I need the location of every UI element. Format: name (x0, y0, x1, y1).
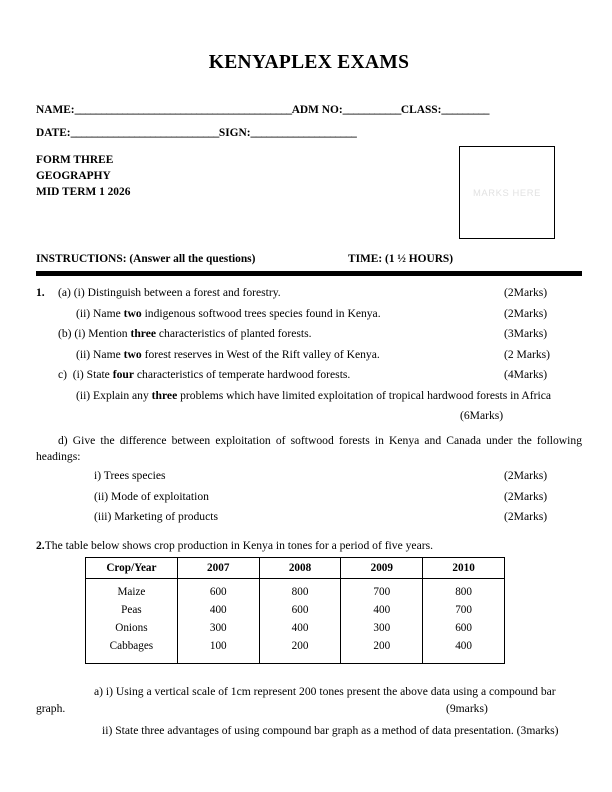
column-header-2010: 2010 (423, 557, 505, 578)
class-label: CLASS: (400, 104, 442, 116)
time-allowed: TIME: (1 ½ HOURS) (348, 253, 454, 266)
cell-2010: 800 (423, 578, 505, 601)
q1d-iii-marks: (2Marks) (504, 510, 548, 524)
date-field[interactable]: ____________________________ (70, 127, 219, 140)
sign-field[interactable]: ____________________ (250, 127, 357, 140)
column-header-crop: Crop/Year (86, 557, 178, 578)
adm-field[interactable]: ___________ (342, 104, 401, 116)
q2a-i-row (36, 701, 582, 719)
q1d-text: d) Give the difference between exploitation of softwood forests in Kenya and Canada under the following headings: (36, 433, 582, 464)
question-2-number: 2. (36, 538, 45, 552)
q1a-ii-marks: (2Marks) (504, 306, 548, 320)
cell-2008: 600 (259, 601, 341, 619)
question-row (36, 328, 582, 349)
question-row (36, 308, 582, 329)
question-row (36, 349, 582, 370)
term: MID TERM 1 2026 (36, 185, 131, 198)
cell-2008: 200 (259, 637, 341, 664)
name-label: NAME: (36, 104, 75, 116)
q1a-i-marks: (2Marks) (504, 286, 548, 300)
column-header-2009: 2009 (341, 557, 423, 578)
question-row (36, 470, 582, 491)
q2a-i-continuation: graph. (36, 701, 66, 715)
cell-2007: 300 (177, 619, 259, 637)
cell-crop: Peas (86, 601, 178, 619)
class-field[interactable]: _________ (441, 104, 490, 116)
header-divider (36, 271, 582, 276)
q1d-ii-marks: (2Marks) (504, 489, 548, 503)
question-row (36, 287, 582, 308)
cell-2010: 700 (423, 601, 505, 619)
q1b-ii-marks: (2 Marks) (504, 347, 551, 361)
table-header-row (86, 557, 505, 578)
q1b-i-marks: (3Marks) (504, 327, 548, 341)
marks-box-label: MARKS HERE (473, 186, 541, 198)
cell-crop: Onions (86, 619, 178, 637)
question-2-intro (36, 539, 582, 552)
name-line (36, 103, 582, 117)
question-row (36, 390, 582, 411)
table-row (86, 601, 505, 619)
identity-block (36, 103, 582, 141)
cell-2007: 100 (177, 637, 259, 664)
instructions-label: INSTRUCTIONS: (Answer all the questions) (36, 253, 256, 266)
adm-label: ADM NO: (291, 104, 343, 116)
q1a-i-text: (a) (i) Distinguish between a forest and forestry. (58, 286, 281, 300)
cell-crop: Maize (86, 578, 178, 601)
form-level: FORM THREE (36, 153, 114, 166)
q1c-ii-text: (ii) Explain any three problems which have limited exploitation of tropical hardwood forests in Africa (76, 388, 552, 402)
date-label: DATE: (36, 127, 71, 140)
cell-2008: 400 (259, 619, 341, 637)
cell-2010: 600 (423, 619, 505, 637)
question-row (36, 491, 582, 512)
cell-crop: Cabbages (86, 637, 178, 664)
q1c-i-marks: (4Marks) (504, 368, 548, 382)
question-row (36, 410, 582, 431)
cell-2009: 200 (341, 637, 423, 664)
column-header-2008: 2008 (259, 557, 341, 578)
cell-2010: 400 (423, 637, 505, 664)
cell-2008: 800 (259, 578, 341, 601)
table-row (86, 578, 505, 601)
q1d-ii-text: (ii) Mode of exploitation (94, 489, 209, 503)
cell-2009: 400 (341, 601, 423, 619)
question-1 (36, 287, 582, 532)
crop-production-table-wrap (85, 557, 582, 664)
subject: GEOGRAPHY (36, 169, 111, 182)
table-row (86, 619, 505, 637)
instructions-row (36, 253, 582, 268)
table-row (86, 637, 505, 664)
q2a-i-text: a) i) Using a vertical scale of 1cm represent 200 tones present the above data using a compound bar (94, 684, 556, 698)
sign-label: SIGN: (218, 127, 251, 140)
question-2-intro-text: The table below shows crop production in Kenya in tones for a period of five years. (44, 538, 433, 552)
marks-box[interactable] (459, 146, 555, 239)
question-2-parts (36, 684, 582, 740)
crop-production-table (85, 557, 505, 664)
cell-2007: 400 (177, 601, 259, 619)
q1c-i-text: c) (i) State four characteristics of temperate hardwood forests. (58, 368, 351, 382)
date-line (36, 126, 582, 140)
cell-2009: 700 (341, 578, 423, 601)
q1c-ii-marks: (6Marks) (460, 409, 504, 423)
page-content (36, 0, 582, 740)
question-row (36, 369, 582, 390)
q1d-headings (36, 470, 582, 532)
q1b-ii-text: (ii) Name two forest reserves in West of the Rift valley of Kenya. (76, 347, 380, 361)
q2a-ii-text: ii) State three advantages of using compound bar graph as a method of data presentation. (3marks) (102, 723, 559, 737)
column-header-2007: 2007 (177, 557, 259, 578)
cell-2009: 300 (341, 619, 423, 637)
q1d-iii-text: (iii) Marketing of products (94, 510, 218, 524)
paper-meta-row (36, 152, 582, 201)
page-title: KENYAPLEX EXAMS (208, 52, 410, 73)
question-row (36, 511, 582, 532)
q2a-i-marks: (9marks) (446, 701, 488, 715)
q1d-i-marks: (2Marks) (504, 469, 548, 483)
name-field[interactable]: _________________________________________ (74, 104, 292, 116)
q1b-i-text: (b) (i) Mention three characteristics of planted forests. (58, 327, 312, 341)
cell-2007: 600 (177, 578, 259, 601)
q1d-i-text: i) Trees species (94, 469, 166, 483)
question-1-number: 1. (36, 286, 45, 300)
q1a-ii-text: (ii) Name two indigenous softwood trees species found in Kenya. (76, 306, 381, 320)
